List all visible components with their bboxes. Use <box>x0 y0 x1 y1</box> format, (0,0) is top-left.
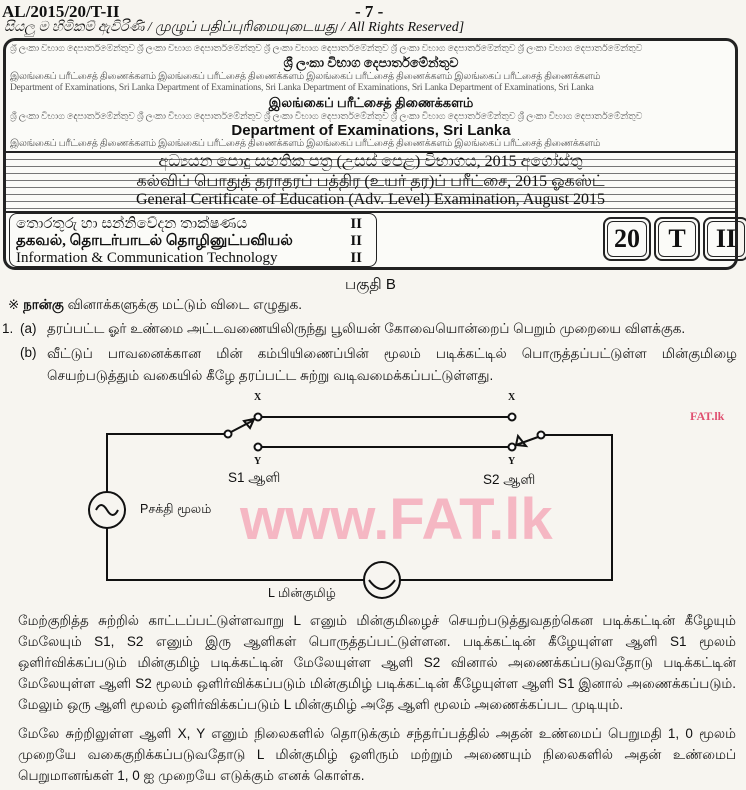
s2-x-contact <box>509 414 516 421</box>
part-b-text: வீட்டுப் பாவனைக்கான மின் கம்பியிணைப்பின் மூலம் படிக்கட்டில் பொருத்தப்பட்டுள்ள மின்குமிழை செயற்படுத்தும் வகையில் கீழே தரப்பட்ட சுற்று வடிவமைக்கப்பட்டுள்ளது. <box>47 346 737 383</box>
subject-tamil: தகவல், தொடர்பாடல் தொழினுட்பவியல் <box>16 233 293 249</box>
part-b-label: (b) <box>20 345 37 360</box>
question-number: 1. <box>2 321 14 336</box>
bg-line: ශ්‍රී ලංකා විභාග දෙපාර්තමේන්තුව ශ්‍රී ලංකා විභාග දෙපාර්තමේන්තුව ශ්‍රී ලංකා විභාග දෙපාර්තමේන්තුව ශ්‍රී ලංකා විභාග දෙපාර්තමේන්තුව ශ්‍රී ලංකා විභාග දෙපාර්තමේන්තුව <box>10 44 643 54</box>
page-number: - 7 - <box>355 2 384 21</box>
s1-x-label: X <box>254 392 262 403</box>
lamp-label: L மின்குமிழ் <box>268 586 336 600</box>
exam-title-sinhala: අධ්‍යයන පොදු සහතික පත්‍ර (උසස් පෙළ) විභාගය, 2015 අගෝස්තු <box>158 153 583 170</box>
part-heading: பகுதி B <box>345 276 396 293</box>
s2-switch-arm <box>516 436 538 446</box>
s2-x-label: X <box>508 392 516 403</box>
s2-label: S2 ஆளி <box>483 472 536 487</box>
subject-sinhala: තොරතුරු හා සන්නිවේදන තාක්ෂණය <box>16 216 248 232</box>
watermark-side: FAT.lk <box>690 409 725 423</box>
bg-line: ශ්‍රී ලංකා විභාග දෙපාර්තමේන්තුව ශ්‍රී ලංකා විභාග දෙපාර්තමේන්තුව ශ්‍රී ලංකා විභාග දෙපාර්තමේන්තුව ශ්‍රී ලංකා විභාග දෙපාර්තමේන්තුව ශ්‍රී ලංකා විභාග දෙපාර්තමේන්තුව <box>10 112 643 122</box>
exam-title-english: General Certificate of Education (Adv. Level) Examination, August 2015 <box>135 191 606 208</box>
description-paragraph: மேற்குறித்த சுற்றில் காட்டப்பட்டுள்ளவாறு L எனும் மின்குமிழைச் செயற்படுத்துவதற்கென படிக்கட்டின் கீழேயும் மேலேயும் S1, S2 எனும் இரு ஆளிகள் பொருத்தப்பட்டுள்ளன. படிக்கட்டின் கீழேயுள்ள ஆளி S1 மூலம் ஒளிர்விக்கப்படும் மின்குமிழ் படிக்கட்டின் மேலேயுள்ள ஆளி S2 வினால் அணைக்கப்படுவதோடு படிக்கட்டின் மேலேயுள்ள ஆளி S2 மூலம் ஒளிர்விக்கப்படும் மின்குமிழ் படிக்கட்டின் கீழேயுள்ள ஆளி S1 இனால் அணைக்கப்படும். மேலும் ஒரு ஆளி மூலம் ஒளிர்விக்கப்படும் L மின்குமிழ் அதே ஆளி மூலம் அணைக்கப்பட முடியும். <box>18 613 736 712</box>
bg-line: இலங்கைப் பரீட்சைத் திணைக்களம் இலங்கைப் பரீட்சைத் திணைக்களம் இலங்கைப் பரீட்சைத் திணைக்களம் இலங்கைப் பரீட்சைத் திணைக்களம் <box>10 72 601 82</box>
subject-english: Information & Communication Technology <box>16 250 278 266</box>
bg-line: Department of Examinations, Sri Lanka Department of Examinations, Sri Lanka Department of Examinations, Sri Lanka Department of Examinations, Sri Lanka <box>10 83 594 93</box>
instruction-text: வினாக்களுக்கு மட்டும் விடை எழுதுக. <box>63 297 303 312</box>
dept-english: Department of Examinations, Sri Lanka <box>231 122 511 139</box>
assumption-paragraph: மேலே சுற்றிலுள்ள ஆளி X, Y எனும் நிலைகளில் தொடுக்கும் சந்தர்ப்பத்தில் அதன் உண்மைப் பெறுமதி 1, 0 மூலம் முறையே வகைகுறிக்கப்படுவதோடு L மின்குமிழ் ஒளிரும் மற்றும் அணையும் நிலைகளில் அதன் உண்மைப் பெறுமானங்கள் 1, 0 ஐ முறையே எடுக்கும் எனக் கொள்க. <box>18 726 736 783</box>
source-label: Pசக்தி மூலம் <box>140 502 212 516</box>
s2-pivot <box>538 432 545 439</box>
s1-pivot <box>225 431 232 438</box>
dept-sinhala: ශ්‍රී ලංකා විභාග දෙපාර්තමේන්තුව <box>283 55 459 70</box>
part-a-text: தரப்பட்ட ஓர் உண்மை அட்டவணையிலிருந்து பூலியன் கோவையொன்றைப் பெறும் முறையை விளக்குக. <box>47 321 686 336</box>
part-a-label: (a) <box>20 321 37 336</box>
paper-code: AL/2015/20/T-II <box>2 2 120 21</box>
asterisk-icon: ※ <box>8 297 20 312</box>
s1-label: S1 ஆளி <box>228 470 281 485</box>
s1-x-contact <box>255 414 262 421</box>
s1-y-contact <box>255 444 262 451</box>
s2-y-label: Y <box>508 456 516 467</box>
rights-line: සියලු ම හිමිකම් ඇවිරිණි / முழுப் பதிப்புரிமையுடையது / All Rights Reserved] <box>4 20 465 35</box>
paper-number: II <box>350 216 362 232</box>
s1-y-label: Y <box>254 456 262 467</box>
paper-number: II <box>350 250 362 266</box>
exam-title-tamil: கல்விப் பொதுத் தராதரப் பத்திர (உயர் தர)ப் பரீட்சை, 2015 ஓகஸ்ட் <box>136 173 605 190</box>
subject-code: 20 <box>607 221 647 257</box>
s2-y-contact <box>509 444 516 451</box>
paper-number: II <box>350 233 362 249</box>
paper-code-box: II <box>707 221 745 257</box>
dept-tamil: இலங்கைப் பரீட்சைத் திணைக்களம் <box>268 95 474 110</box>
s1-switch-arm <box>231 419 254 432</box>
bg-line: இலங்கைப் பரீட்சைத் திணைக்களம் இலங்கைப் பரீட்சைத் திணைக்களம் இலங்கைப் பரீட்சைத் திணைக்களம் இலங்கைப் பரீட்சைத் திணைக்களம் <box>10 139 601 149</box>
instruction-bold: நான்கு <box>23 297 64 312</box>
medium-code: T <box>658 221 696 257</box>
watermark: www.FAT.lk <box>240 487 553 552</box>
wire <box>107 417 612 580</box>
